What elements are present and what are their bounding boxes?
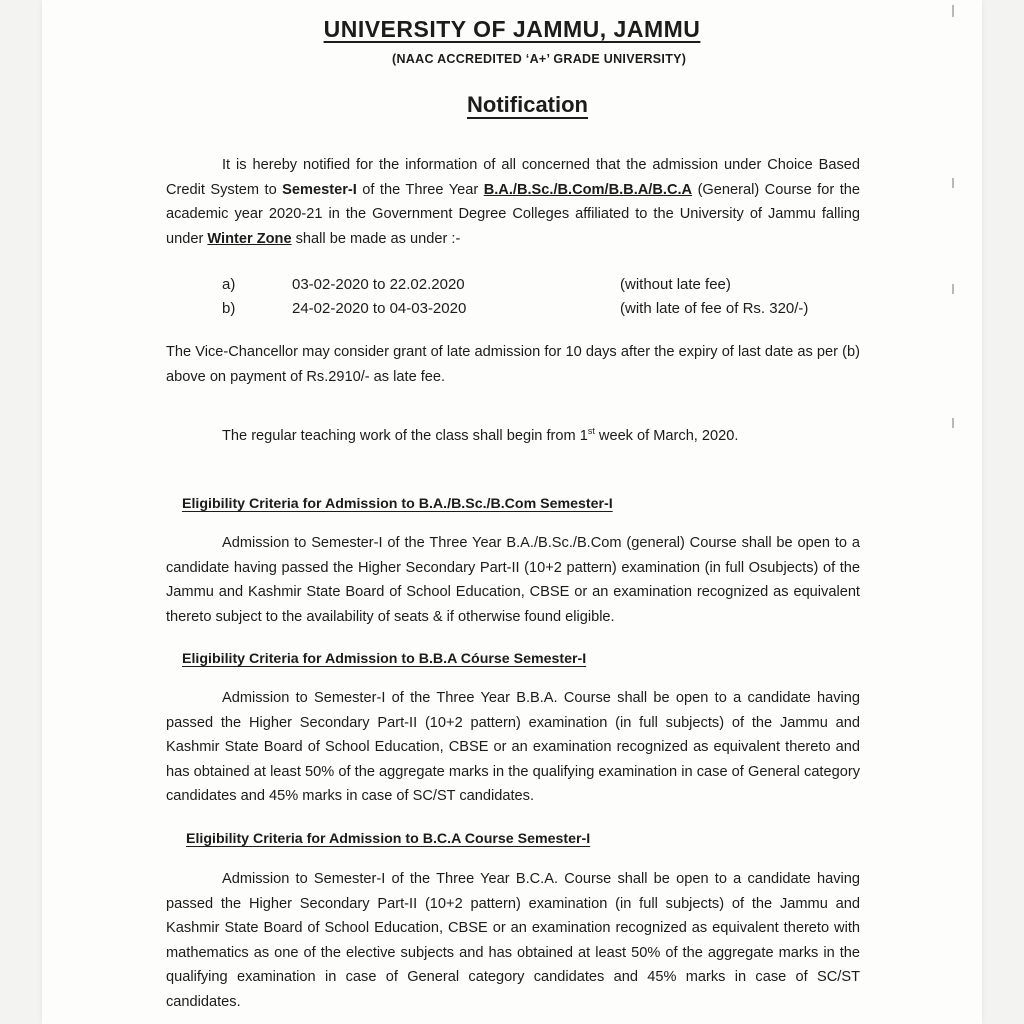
- eligibility-heading-bba: Eligibility Criteria for Admission to B.B.A Cóurse Semester-I: [182, 651, 587, 667]
- intro-paragraph: It is hereby notified for the information of all concerned that the admission under Choice Based Credit System to Semester-I of the Three Year B.A./B.Sc./B.Com/B.B.A/B.C.A (General) Course for the academic year 2020-21 in the Government Degree Colleges affiliated to the University of Jammu falling under Winter Zone shall be made as under :-: [166, 157, 860, 247]
- scan-edge-mark: [952, 284, 954, 294]
- schedule-dates: 24-02-2020 to 04-03-2020: [292, 300, 467, 317]
- schedule-row: [222, 297, 862, 321]
- schedule-fee: (with late of fee of Rs. 320/-): [620, 300, 809, 317]
- schedule-row: [222, 273, 862, 297]
- scan-edge-mark: [952, 418, 954, 428]
- notification-title: Notification: [467, 92, 588, 117]
- schedule-label: a): [222, 276, 236, 293]
- eligibility-heading-ba-bsc-bcom: Eligibility Criteria for Admission to B.A./B.Sc./B.Com Semester-I: [182, 496, 613, 512]
- eligibility-body-bba: Admission to Semester-I of the Three Year B.B.A. Course shall be open to a candidate having passed the Higher Secondary Part-II (10+2 pattern) examination (in full subjects) of the Jammu and Kashmir State Board of School Education, CBSE or an examination recognized as equivalent thereto and has obtained at least 50% of the aggregate marks in the qualifying examination in case of General category candidates and 45% marks in case of SC/ST candidates.: [166, 690, 860, 804]
- schedule-label: b): [222, 300, 236, 317]
- late-admission-paragraph: The Vice-Chancellor may consider grant of late admission for 10 days after the expiry of last date as per (b) above on payment of Rs.2910/- as late fee.: [166, 344, 860, 385]
- scan-edge-mark: [952, 178, 954, 188]
- eligibility-body-bca: Admission to Semester-I of the Three Year B.C.A. Course shall be open to a candidate having passed the Higher Secondary Part-II (10+2 pattern) examination (in full subjects) of the Jammu and Kashmir State Board of School Education, CBSE or an examination recognized as equivalent thereto with mathematics as one of the elective subjects and has obtained at least 50% of the aggregate marks in the qualifying examination in case of General category candidates and 45% marks in case of SC/ST candidates.: [166, 871, 860, 1010]
- schedule-dates: 03-02-2020 to 22.02.2020: [292, 276, 465, 293]
- accreditation-line: (NAAC ACCREDITED ‘A+’ GRADE UNIVERSITY): [392, 52, 687, 66]
- university-title: UNIVERSITY OF JAMMU, JAMMU: [323, 16, 701, 42]
- admission-schedule: [222, 273, 862, 321]
- eligibility-body-ba-bsc-bcom: Admission to Semester-I of the Three Year B.A./B.Sc./B.Com (general) Course shall be open to a candidate having passed the Higher Secondary Part-II (10+2 pattern) examination (in full Osubjects) of the Jammu and Kashmir State Board of School Education, CBSE or an examination recognized as equivalent thereto subject to the availability of seats & if otherwise found eligible.: [166, 535, 860, 625]
- teaching-start-line: The regular teaching work of the class shall begin from 1st week of March, 2020.: [222, 426, 739, 444]
- eligibility-heading-bca: Eligibility Criteria for Admission to B.C.A Course Semester-I: [186, 831, 591, 847]
- schedule-fee: (without late fee): [620, 276, 731, 293]
